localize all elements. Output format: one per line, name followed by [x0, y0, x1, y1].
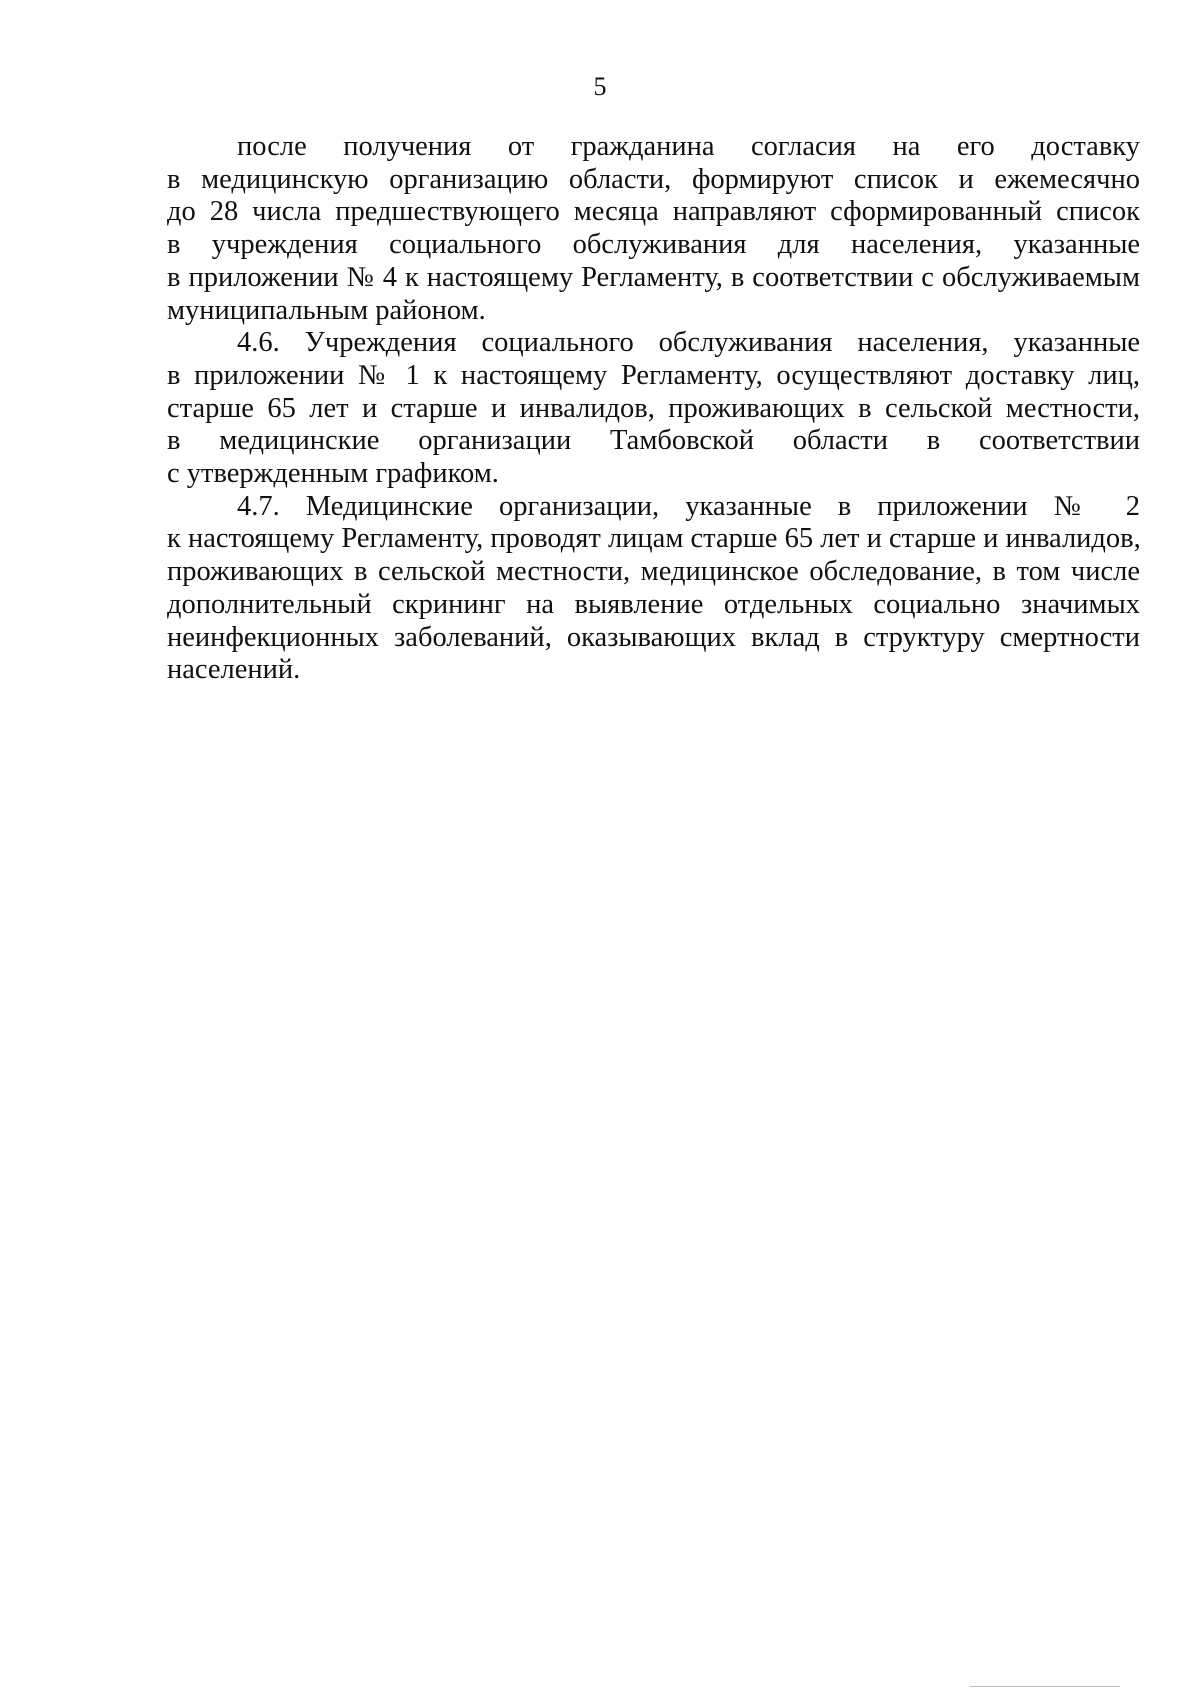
paragraph-continuation: [167, 131, 1140, 327]
text-line: с утвержденным графиком.: [167, 458, 499, 490]
text-line: в приложении № 4 к настоящему Регламенту, в соответствии с обслуживаемым: [167, 261, 1140, 293]
text-line: неинфекционных заболеваний, оказывающих вклад в структуру смертности: [167, 621, 1140, 653]
text-line: в медицинские организации Тамбовской области в соответствии: [167, 425, 1140, 457]
text-line: 4.6. Учреждения социального обслуживания населения, указанные: [237, 327, 1140, 359]
page-number: 5: [593, 72, 607, 101]
text-line: населений.: [167, 654, 301, 686]
paragraph-4-6: [167, 327, 1140, 491]
text-line: в медицинскую организацию области, формируют список и ежемесячно: [167, 163, 1140, 195]
text-line: в учреждения социального обслуживания для населения, указанные: [167, 229, 1140, 261]
text-line: проживающих в сельской местности, медицинское обследование, в том числе: [167, 556, 1140, 588]
body-text: [167, 131, 1140, 687]
text-line: 4.7. Медицинские организации, указанные в приложении № 2: [237, 490, 1140, 522]
text-line: старше 65 лет и старше и инвалидов, проживающих в сельской местности,: [167, 392, 1140, 424]
text-line: к настоящему Регламенту, проводят лицам старше 65 лет и старше и инвалидов,: [167, 523, 1141, 555]
scan-artifact-line: [970, 1686, 1120, 1687]
text-line: до 28 числа предшествующего месяца направляют сформированный список: [167, 196, 1140, 228]
text-line: дополнительный скрининг на выявление отдельных социально значимых: [167, 588, 1140, 620]
text-line: после получения от гражданина согласия на его доставку: [237, 131, 1140, 162]
paragraph-4-7: [167, 491, 1140, 687]
text-line: муниципальным районом.: [167, 294, 486, 326]
text-line: в приложении № 1 к настоящему Регламенту, осуществляют доставку лиц,: [167, 359, 1140, 391]
